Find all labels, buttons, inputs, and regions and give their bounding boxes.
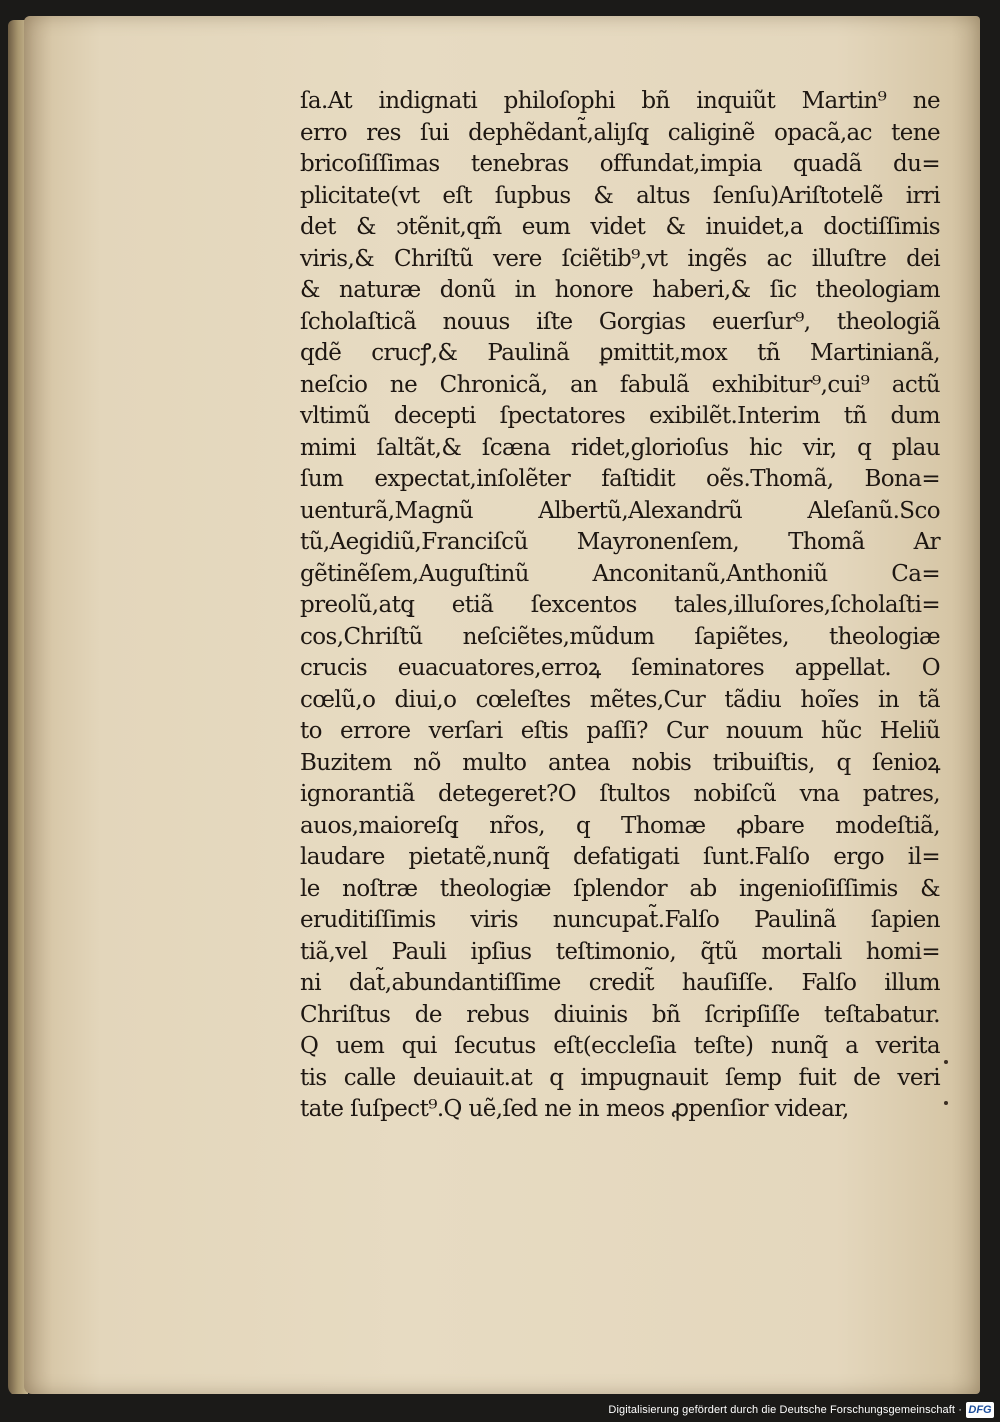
text-line: le noſtræ theologiæ ſplendor ab ingenioſiſſimis & (300, 875, 940, 902)
text-line: erro res ſui dephẽdant̃,aliȷſq̧ caliginẽ opacã,ac tene (300, 119, 940, 146)
text-line: uenturã,Magnũ Albertũ,Alexandrũ Aleſanũ.Sco (300, 497, 940, 524)
footer-bar (0, 1394, 1000, 1422)
text-line: neſcio ne Chronicã, an fabulã exhibitur⁹,cui⁹ actũ (300, 371, 940, 398)
dfg-logo-icon: DFG (966, 1402, 994, 1418)
text-line: det & ↄtẽnit,qm̃ eum videt & inuidet,a doctiſſimis (300, 214, 940, 240)
text-line: to errore verſari eſtis paſſi? Cur nouum hũc Heliũ (300, 718, 940, 744)
text-line: gẽtinẽſem,Auguſtinũ Anconitanũ,Anthoniũ Ca= (300, 560, 940, 587)
margin-mark (944, 1101, 948, 1105)
text-line: tis calle deuiauit.at q impugnauit ſemp fuit de veri (300, 1064, 940, 1091)
text-line: ni dat̃,abundantiſſime credit̃ hauſiſſe. Falſo illum (300, 970, 940, 996)
text-line: vltimũ decepti ſpectatores exibilẽt.Interim tñ dum (300, 403, 940, 429)
text-line: viris,& Chriſtũ vere ſciẽtib⁹,vt ingẽs ac illuſtre dei (300, 245, 940, 272)
text-line: auos,maioreſq̧ nr̃os, q Thomæ ꝓbare modeſtiã, (300, 812, 940, 839)
text-line: laudare pietatẽ,nunq̃ defatigati ſunt.Falſo ergo il= (300, 844, 940, 870)
text-line: ignorantiã detegeret?O ſtultos nobiſcũ vna patres, (300, 781, 940, 807)
text-line: cœlũ,o diui,o cœleſtes mẽtes,Cur tãdiu hoĩes in tã (300, 686, 940, 713)
text-line: eruditiſſimis viris nuncupat̃.Falſo Paulinã ſapien (300, 907, 940, 933)
text-line: mimi ſaltãt,& ſcæna ridet,glorioſus hic vir, q plau (300, 434, 940, 461)
text-line: ſcholaſticã nouus iſte Gorgias euerſur⁹, theologiã (300, 308, 940, 335)
text-line: Q uem qui ſecutus eſt(eccleſia teſte) nunq̃ a verita (300, 1033, 940, 1059)
text-line: Buzitem nõ multo antea nobis tribuiſtis, q ſenioꝝ (300, 749, 940, 776)
text-line: tate ſuſpect⁹.Q uẽ,ſed ne in meos ꝓpenſior videar, (300, 1096, 849, 1122)
text-line: ſum expectat,inſolẽter faſtidit oẽs.Thomã, Bona= (300, 466, 940, 492)
text-line: plicitate(vt eſt ſupbus & altus ſenſu)Ariſtotelẽ irri (300, 182, 940, 209)
margin-mark (944, 1060, 948, 1064)
funding-credit: Digitalisierung gefördert durch die Deutsche Forschungsgemeinschaft · (608, 1404, 962, 1416)
text-line: preolũ,atq̧ etiã ſexcentos tales,illuſores,ſcholaſti= (300, 592, 940, 618)
text-line: crucis euacuatores,erroꝝ ſeminatores appellat. O (300, 655, 940, 681)
text-line: bricoſiſſimas tenebras offundat,impia quadã du= (300, 151, 940, 177)
text-line: cos,Chriſtũ neſciẽtes,mũdum ſapiẽtes, theologiæ (300, 623, 940, 650)
text-block (300, 86, 940, 1126)
text-line: tiã,vel Pauli ipſius teſtimonio, q̃tũ mortali homi= (300, 938, 940, 965)
text-line: Chriſtus de rebus diuinis bñ ſcripſiſſe teſtabatur. (300, 1001, 940, 1028)
text-line: & naturæ donũ in honore haberi,& ſic theologiam (300, 277, 940, 303)
text-line: tũ,Aegidiũ,Franciſcũ Mayronenſem, Thomã Ar (300, 529, 940, 555)
text-line: qdẽ crucꝭ,& Paulinã ꝑmittit,mox tñ Martinianã, (300, 340, 940, 366)
text-line: ſa.At indignati philoſophi bñ inquiũt Martin⁹ ne (300, 88, 940, 114)
